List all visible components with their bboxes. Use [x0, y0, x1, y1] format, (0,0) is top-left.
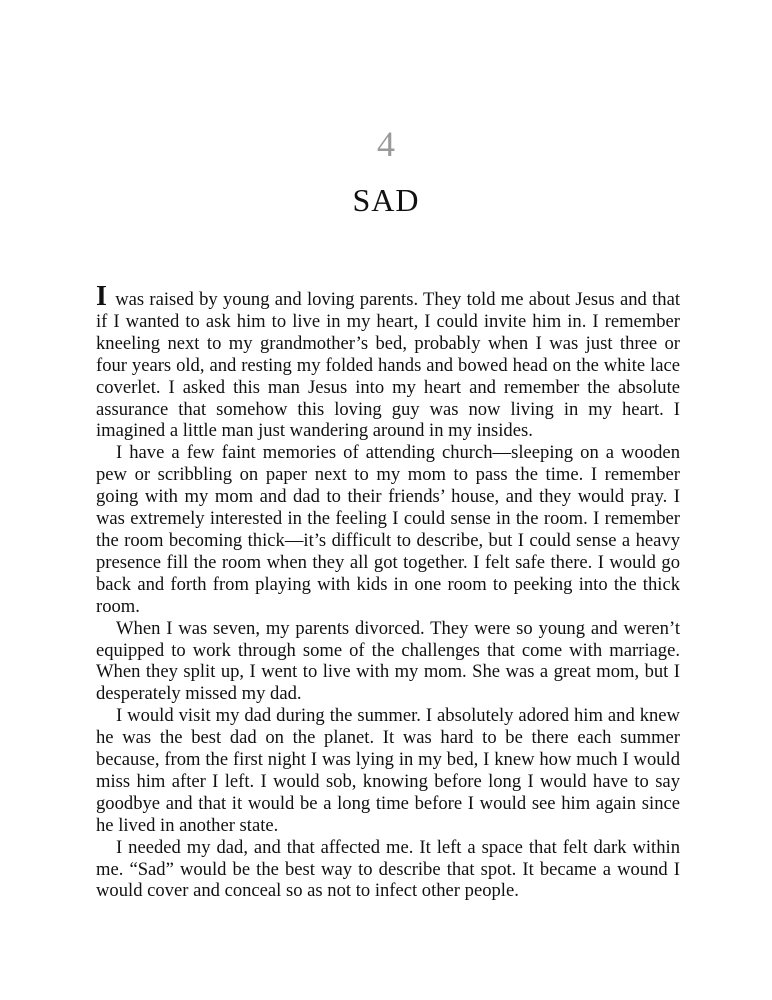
- chapter-title: SAD: [352, 182, 420, 218]
- paragraph-4: I would visit my dad during the summer. I absolutely adored him and knew he was the best dad on the planet. It was hard to be there each summer because, from the first night I was lying in my bed, I knew how much I would miss him after I left. I would sob, knowing before long I would have to say goodbye and that it would be a long time before I would see him again since he lived in another state.: [96, 705, 680, 836]
- drop-cap-initial: I: [96, 281, 107, 312]
- paragraph-2: I have a few faint memories of attending church—sleeping on a wooden pew or scribbling on paper next to my mom to pass the time. I remember going with my mom and dad to their friends’ house, and they would pray. I was extremely interested in the feeling I could sense in the room. I remember the room becoming thick—it’s difficult to describe, but I could sense a heavy presence fill the room when they all got together. I felt safe there. I would go back and forth from playing with kids in one room to peeking into the thick room.: [96, 442, 680, 617]
- paragraph-5: I needed my dad, and that affected me. It left a space that felt dark within me. “Sad” would be the best way to describe that spot. It became a wound I would cover and conceal so as not to infect other people.: [96, 836, 680, 902]
- paragraph-3: When I was seven, my parents divorced. They were so young and weren’t equipped to work through some of the challenges that come with marriage. When they split up, I went to live with my mom. She was a great mom, but I desperately missed my dad.: [96, 617, 680, 705]
- chapter-body: [96, 281, 680, 902]
- paragraph-1: [96, 281, 680, 442]
- chapter-number: 4: [377, 124, 395, 164]
- paragraph-1-text: was raised by young and loving parents. They told me about Jesus and that if I wanted to ask him to live in my heart, I could invite him in. I remember kneeling next to my grandmother’s bed, probably when I was just three or four years old, and resting my folded hands and bowed head on the white lace coverlet. I asked this man Jesus into my heart and remember the absolute assurance that somehow this loving guy was now living in my heart. I imagined a little man just wandering around in my insides.: [96, 289, 680, 442]
